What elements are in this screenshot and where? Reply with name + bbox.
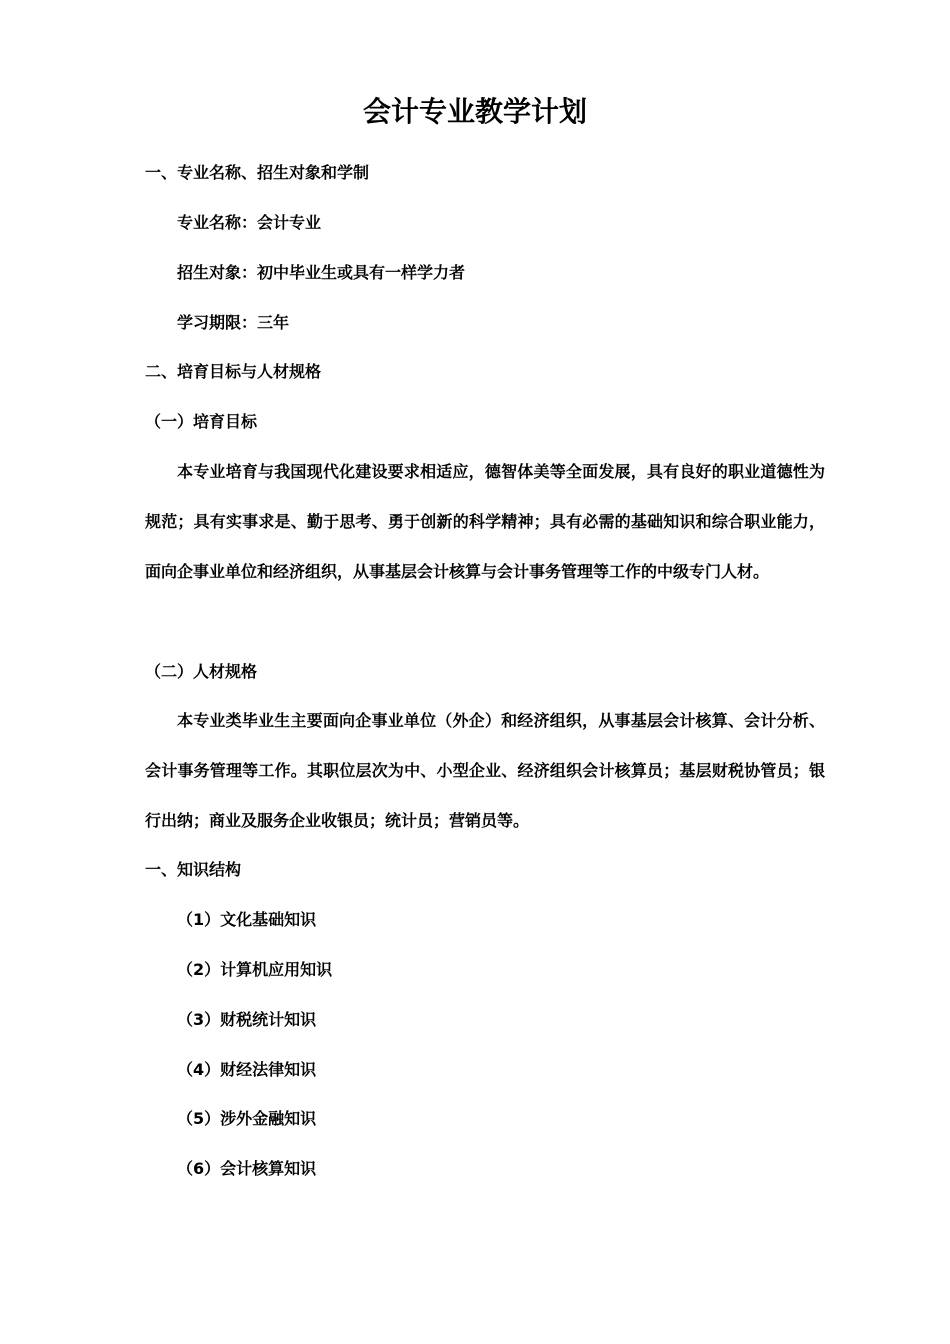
major-name-line: 专业名称：会计专业 xyxy=(177,213,322,232)
goal-paragraph: 本专业培育与我国现代化建设要求相适应，德智体美等全面发展，具有良好的职业道德性为规范；具有实事求是、勤于思考、勇于创新的科学精神；具有必需的基础知识和综合职业能力，面向企事业单位和经济组织，从事基层会计核算与会计事务管理等工作的中级专门人材。 xyxy=(145,462,825,581)
spec-paragraph: 本专业类毕业生主要面向企事业单位（外企）和经济组织，从事基层会计核算、会计分析、会计事务管理等工作。其职位层次为中、小型企业、经济组织会计核算员；基层财税协管员；银行出纳；商业及服务企业收银员；统计员；营销员等。 xyxy=(145,711,825,830)
knowledge-item: （3）财税统计知识 xyxy=(177,1010,317,1029)
knowledge-item: （2）计算机应用知识 xyxy=(177,960,333,979)
enrollment-line: 招生对象：初中毕业生或具有一样学力者 xyxy=(177,263,466,282)
spec-heading: （二）人材规格 xyxy=(145,662,258,681)
duration-line: 学习期限：三年 xyxy=(177,313,290,332)
knowledge-item: （5）涉外金融知识 xyxy=(177,1109,317,1128)
section3-heading: 一、知识结构 xyxy=(145,860,242,879)
section2-heading: 二、培育目标与人材规格 xyxy=(145,362,322,381)
knowledge-item: （1）文化基础知识 xyxy=(177,910,317,929)
section1-heading: 一、专业名称、招生对象和学制 xyxy=(145,163,370,182)
document-title: 会计专业教学计划 xyxy=(362,95,587,128)
knowledge-item: （6）会计核算知识 xyxy=(177,1159,317,1178)
knowledge-item: （4）财经法律知识 xyxy=(177,1060,317,1079)
goal-heading: （一）培育目标 xyxy=(145,412,258,431)
